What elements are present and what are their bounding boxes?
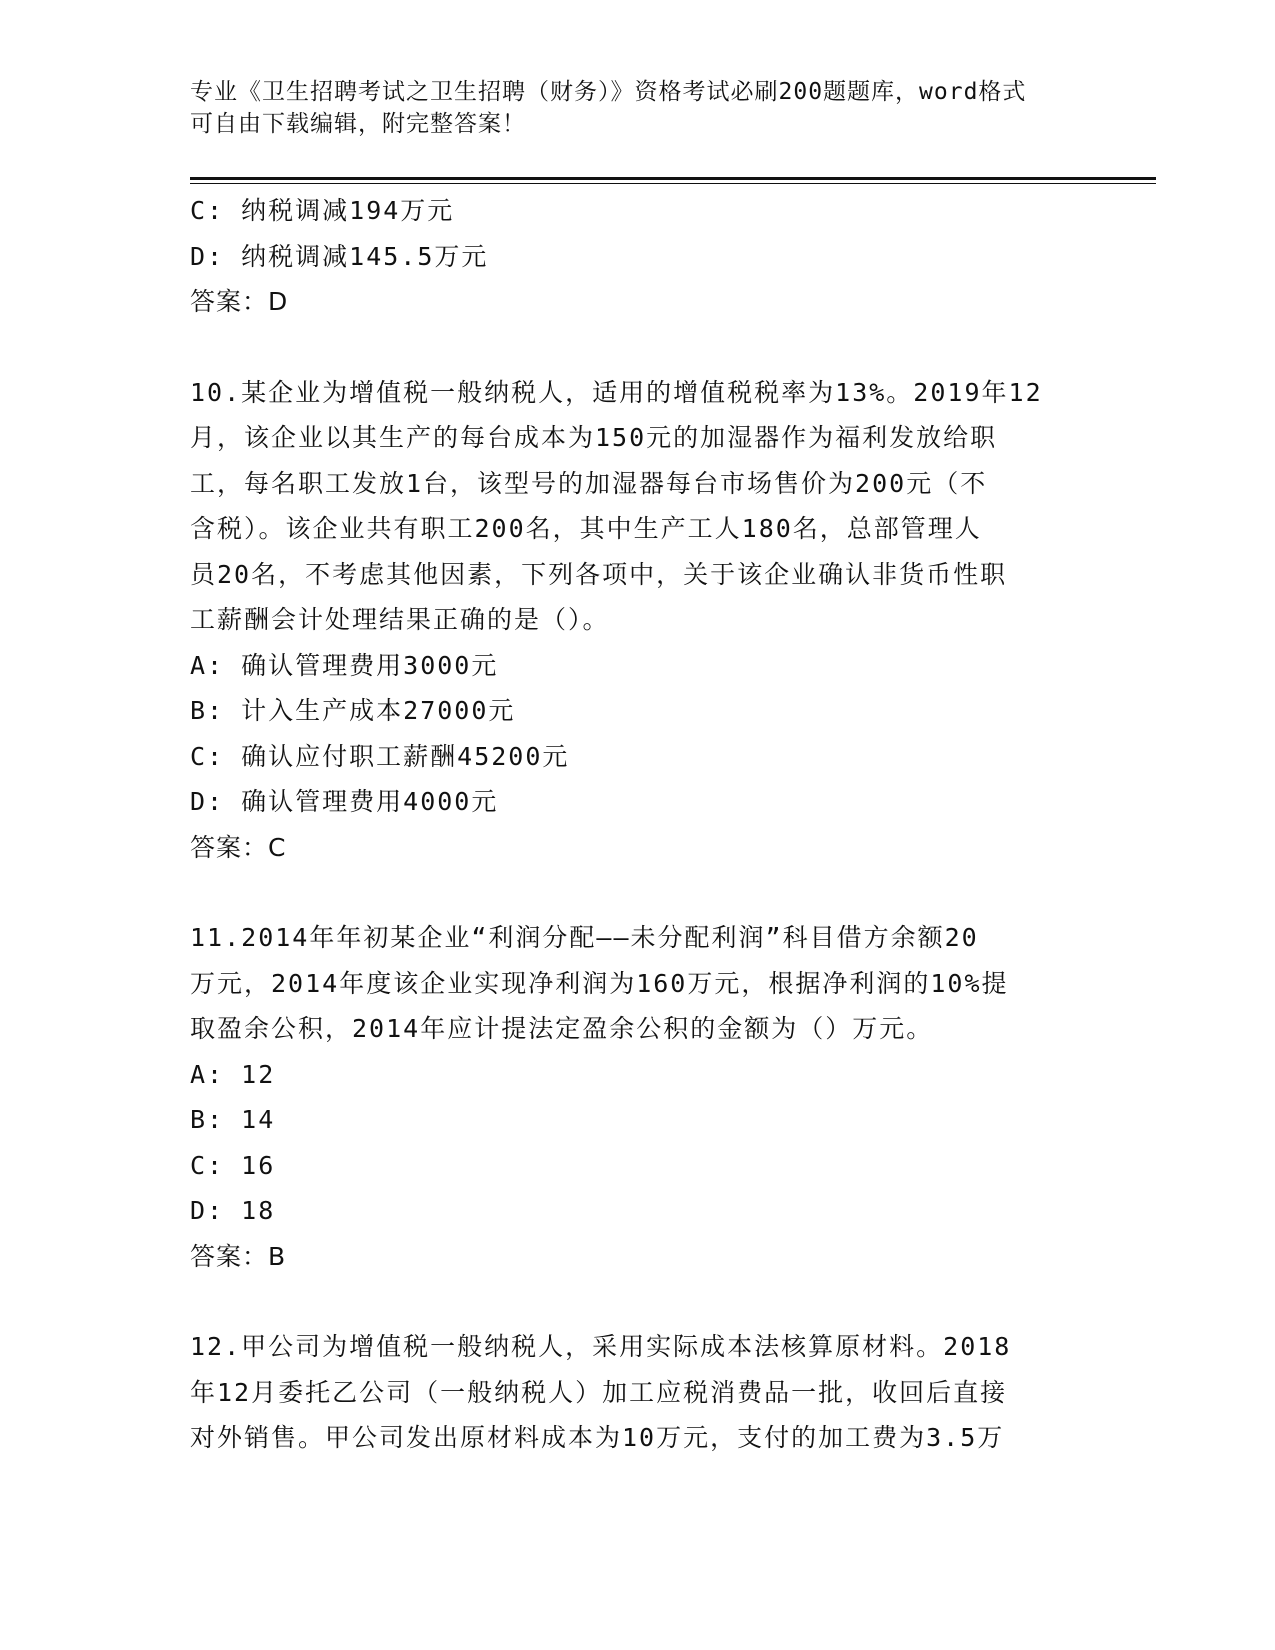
header-divider-thin (190, 183, 1156, 184)
spacer (190, 1279, 1090, 1324)
option-a: A: 确认管理费用3000元 (190, 650, 499, 680)
option-b: B: 14 (190, 1105, 276, 1134)
question-text-line: 年12月委托乙公司（一般纳税人）加工应税消费品一批，收回后直接 (190, 1377, 1008, 1407)
question-9-continuation (190, 188, 1090, 325)
question-text-line: 月，该企业以其生产的每台成本为150元的加湿器作为福利发放给职 (190, 423, 998, 452)
option-d: D: 18 (190, 1196, 276, 1225)
option-c: C: 确认应付职工薪酬45200元 (190, 741, 570, 771)
header-divider-thick (190, 177, 1156, 180)
option-d: D: 纳税调减145.5万元 (190, 241, 489, 271)
question-text-line: 取盈余公积，2014年应计提法定盈余公积的金额为（）万元。 (190, 1014, 934, 1043)
spacer (190, 325, 1090, 370)
question-12 (190, 1324, 1090, 1461)
question-11 (190, 915, 1090, 1279)
question-text-line: 10.某企业为增值税一般纳税人，适用的增值税税率为13%。2019年12 (190, 377, 1043, 407)
question-text-line: 万元，2014年度该企业实现净利润为160万元，根据净利润的10%提 (190, 968, 1009, 998)
option-c: C: 纳税调减194万元 (190, 196, 455, 225)
answer-line: 答案：D (190, 287, 289, 316)
option-b: B: 计入生产成本27000元 (190, 696, 516, 725)
document-header (190, 76, 1070, 140)
question-text-line: 含税）。该企业共有职工200名，其中生产工人180名，总部管理人 (190, 514, 982, 543)
header-title-line-2: 可自由下载编辑，附完整答案！ (190, 111, 526, 137)
question-text-line: 对外销售。甲公司发出原材料成本为10万元，支付的加工费为3.5万 (190, 1423, 1005, 1452)
option-a: A: 12 (190, 1059, 276, 1089)
question-text-line: 工薪酬会计处理结果正确的是（）。 (190, 605, 610, 634)
option-c: C: 16 (190, 1150, 276, 1180)
option-d: D: 确认管理费用4000元 (190, 787, 499, 816)
header-title-line-1: 专业《卫生招聘考试之卫生招聘（财务）》资格考试必刷200题题库，word格式 (190, 79, 1027, 105)
question-text-line: 11.2014年年初某企业“利润分配——未分配利润”科目借方余额20 (190, 923, 979, 952)
answer-line: 答案：C (190, 832, 287, 862)
question-text-line: 工，每名职工发放1台，该型号的加湿器每台市场售价为200元（不 (190, 468, 988, 498)
document-body (190, 188, 1090, 1461)
question-text-line: 12.甲公司为增值税一般纳税人，采用实际成本法核算原材料。2018 (190, 1332, 1012, 1361)
spacer (190, 870, 1090, 915)
question-10 (190, 370, 1090, 871)
answer-line: 答案：B (190, 1241, 287, 1271)
question-text-line: 员20名，不考虑其他因素，下列各项中，关于该企业确认非货币性职 (190, 559, 1008, 589)
